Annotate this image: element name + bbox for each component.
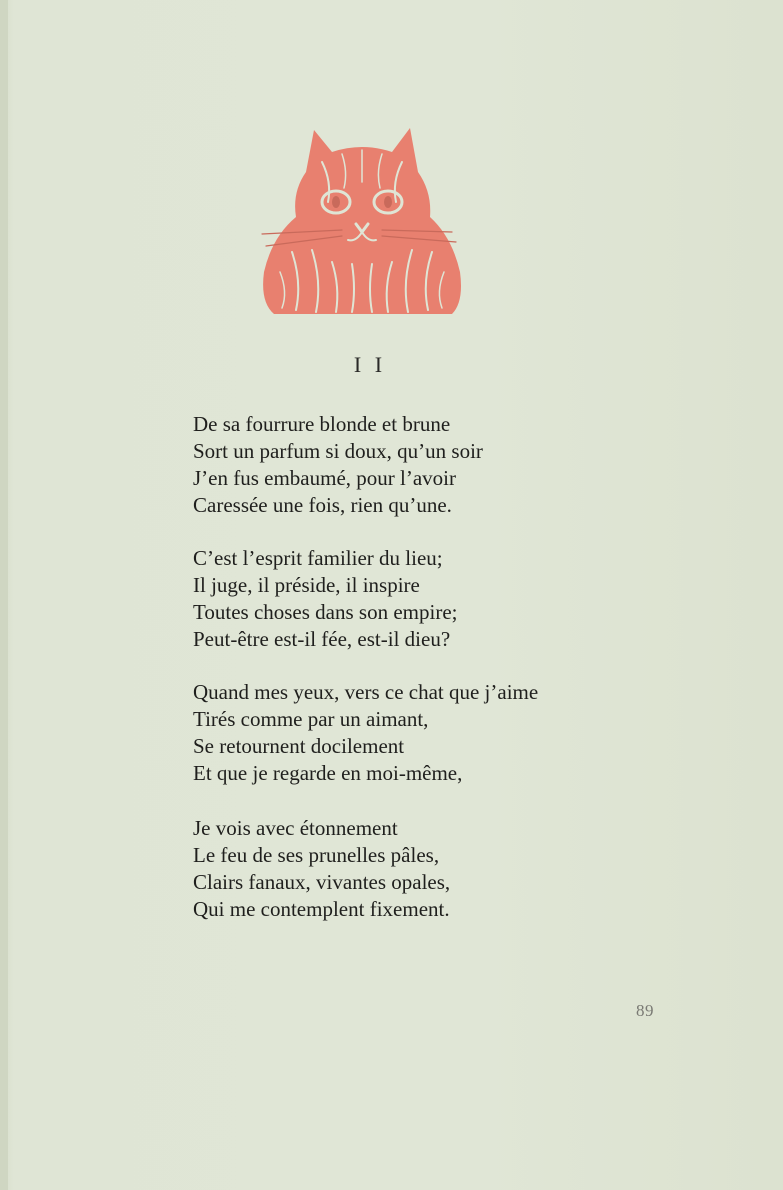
verse-line: Clairs fanaux, vivantes opales, (193, 870, 451, 894)
verse-line: Peut-être est-il fée, est-il dieu? (193, 627, 451, 651)
verse-line: Tirés comme par un aimant, (193, 707, 429, 731)
stanza-2 (193, 545, 457, 653)
verse-line: J’en fus embaumé, pour l’avoir (193, 466, 457, 490)
stanza-3 (193, 679, 538, 787)
verse-line: Et que je regarde en moi-même, (193, 761, 463, 785)
section-number: I I (353, 352, 387, 377)
page-number: 89 (636, 1001, 654, 1020)
stanza-1 (193, 411, 483, 519)
verse-line: C’est l’esprit familier du lieu; (193, 546, 443, 570)
verse-line: Je vois avec étonnement (193, 816, 398, 840)
stanza-4 (193, 815, 450, 923)
cat-head-icon (252, 122, 472, 322)
verse-line: De sa fourrure blonde et brune (193, 412, 451, 436)
verse-line: Il juge, il préside, il inspire (193, 573, 420, 597)
verse-line: Se retournent docilement (193, 734, 405, 758)
verse-line: Toutes choses dans son empire; (193, 600, 458, 624)
verse-line: Caressée une fois, rien qu’une. (193, 493, 452, 517)
verse-line: Quand mes yeux, vers ce chat que j’aime (193, 680, 539, 704)
verse-line: Qui me contemplent fixement. (193, 897, 450, 921)
page-edge (0, 0, 8, 1190)
verse-line: Sort un parfum si doux, qu’un soir (193, 439, 483, 463)
verse-line: Le feu de ses prunelles pâles, (193, 843, 440, 867)
